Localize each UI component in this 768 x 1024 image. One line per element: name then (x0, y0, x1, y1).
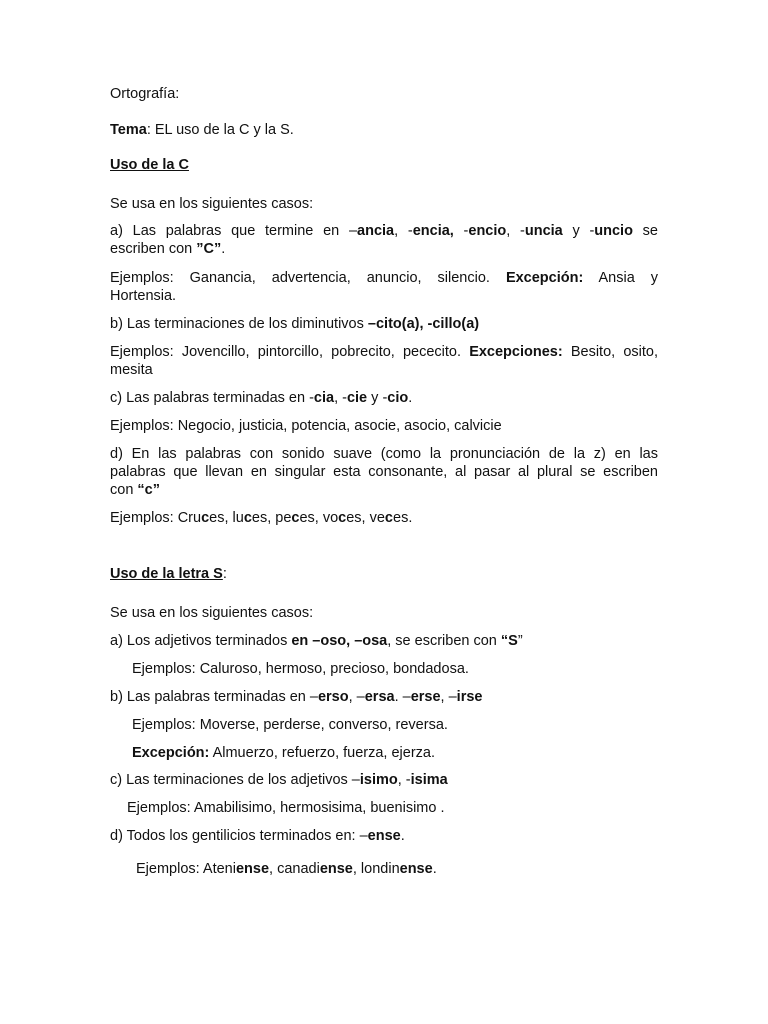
rule-s-d: d) Todos los gentilicios terminados en: –ense. (110, 828, 405, 844)
rule-c-a-line1: a) Las palabras que termine en –ancia, -encia, -encio, -uncia y -uncio se (110, 223, 658, 239)
example-s-d: Ejemplos: Ateniense, canadiense, londinense. (136, 861, 437, 877)
section-s-intro: Se usa en los siguientes casos: (110, 605, 314, 621)
rule-c-a-line2: escriben con ”C”. (110, 241, 226, 257)
example-c-b-line1: Ejemplos: Jovencillo, pintorcillo, pobrecito, pececito. Excepciones: Besito, osito, (110, 344, 658, 360)
exception-s-b: Excepción: Almuerzo, refuerzo, fuerza, ejerza. (132, 745, 436, 761)
example-c-d: Ejemplos: Cruces, luces, peces, voces, veces. (110, 510, 413, 526)
section-c-intro: Se usa en los siguientes casos: (110, 196, 314, 212)
section-c-heading: Uso de la C (110, 157, 189, 173)
example-c-a-line1: Ejemplos: Ganancia, advertencia, anuncio, silencio. Excepción: Ansia y (110, 270, 658, 286)
example-c-b-line2: mesita (110, 362, 153, 378)
rule-s-c: c) Las terminaciones de los adjetivos –isimo, -isima (110, 772, 448, 788)
section-s-heading: Uso de la letra S: (110, 566, 227, 582)
topic-label: Tema (110, 122, 147, 138)
example-s-c: Ejemplos: Amabilisimo, hermosisima, buenisimo . (127, 800, 445, 816)
rule-c-b: b) Las terminaciones de los diminutivos –cito(a), -cillo(a) (110, 316, 480, 332)
example-c-c: Ejemplos: Negocio, justicia, potencia, asocie, asocio, calvicie (110, 418, 502, 434)
example-c-a-line2: Hortensia. (110, 288, 177, 304)
example-s-a: Ejemplos: Caluroso, hermoso, precioso, bondadosa. (132, 661, 469, 677)
rule-c-d-line1: d) En las palabras con sonido suave (como la pronunciación de la z) en las (110, 446, 658, 462)
rule-c-c: c) Las palabras terminadas en -cia, -cie y -cio. (110, 390, 413, 406)
rule-s-b: b) Las palabras terminadas en –erso, –ersa. –erse, –irse (110, 689, 483, 705)
topic-line: Tema: EL uso de la C y la S. (110, 122, 294, 138)
rule-s-a: a) Los adjetivos terminados en –oso, –osa, se escriben con “S” (110, 633, 523, 649)
rule-c-d-line2: palabras que llevan en singular esta consonante, al pasar al plural se escriben (110, 464, 658, 480)
document-title: Ortografía: (110, 86, 180, 102)
rule-c-d-line3: con “c” (110, 482, 160, 498)
example-s-b: Ejemplos: Moverse, perderse, converso, reversa. (132, 717, 448, 733)
